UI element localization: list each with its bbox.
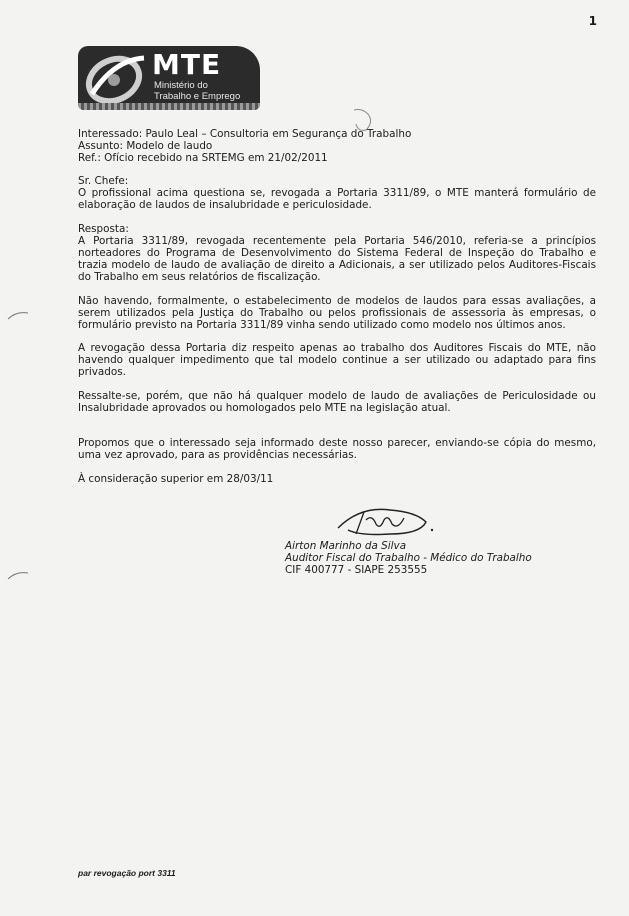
answer-paragraph-1: A Portaria 3311/89, revogada recentemente pela Portaria 546/2010, referia-se a princípios norteadores do Programa de Desenvolvimento do Sistema Federal de Inspeção do Trabalho e trazia modelo de laudo de avaliação de direito a Adicionais, a ser utilizado pelos Auditores-Fiscais do Trabalho em seus relatórios de fiscalização. (78, 235, 596, 283)
mte-emblem-icon (84, 50, 150, 106)
header-interessado: Interessado: Paulo Leal – Consultoria em Segurança do Trabalho (78, 128, 412, 140)
answer-label: Resposta: (78, 223, 129, 235)
edge-mark (6, 566, 30, 585)
question-paragraph: O profissional acima questiona se, revogada a Portaria 3311/89, o MTE manterá formulário de elaboração de laudos de insalubridade e periculosidade. (78, 187, 596, 211)
handwritten-signature (330, 500, 440, 540)
logo-name-line1: Ministério do (154, 80, 208, 91)
page-number: 1 (588, 14, 597, 28)
logo-stripe (78, 103, 260, 110)
mte-logo (78, 46, 260, 110)
answer-paragraph-4: Ressalte-se, porém, que não há qualquer modelo de laudo de avaliações de Periculosidade ou Insalubridade aprovados ou homologados pelo MTE na legislação atual. (78, 390, 596, 414)
signatory-name: Airton Marinho da Silva (285, 540, 407, 552)
logo-acronym: MTE (152, 48, 222, 81)
signatory-ids: CIF 400777 - SIAPE 253555 (285, 564, 428, 576)
answer-paragraph-2: Não havendo, formalmente, o estabelecimento de modelos de laudos para essas avaliações, a serem utilizados pela Justiça do Trabalho ou pelos profissionais de assessoria às empresas, o formulário previsto na Portaria 3311/89 vinha sendo utilizado como modelo nos últimos anos. (78, 295, 596, 331)
closing-line: À consideração superior em 28/03/11 (78, 473, 274, 485)
footer-note: par revogação port 3311 (78, 868, 176, 878)
edge-mark (6, 306, 30, 325)
proposal-paragraph: Propomos que o interessado seja informado deste nosso parecer, enviando-se cópia do mesmo, uma vez aprovado, para as providências necessárias. (78, 437, 596, 461)
answer-paragraph-3: A revogação dessa Portaria diz respeito apenas ao trabalho dos Auditores Fiscais do MTE, não havendo qualquer impedimento que tal modelo continue a ser utilizado ou adaptado para fins privados. (78, 342, 596, 378)
logo-name-line2: Trabalho e Emprego (154, 91, 241, 102)
header-ref: Ref.: Ofício recebido na SRTEMG em 21/02/2011 (78, 152, 328, 164)
salutation: Sr. Chefe: (78, 175, 129, 187)
header-assunto: Assunto: Modelo de laudo (78, 140, 213, 152)
signatory-role: Auditor Fiscal do Trabalho - Médico do Trabalho (285, 552, 532, 564)
